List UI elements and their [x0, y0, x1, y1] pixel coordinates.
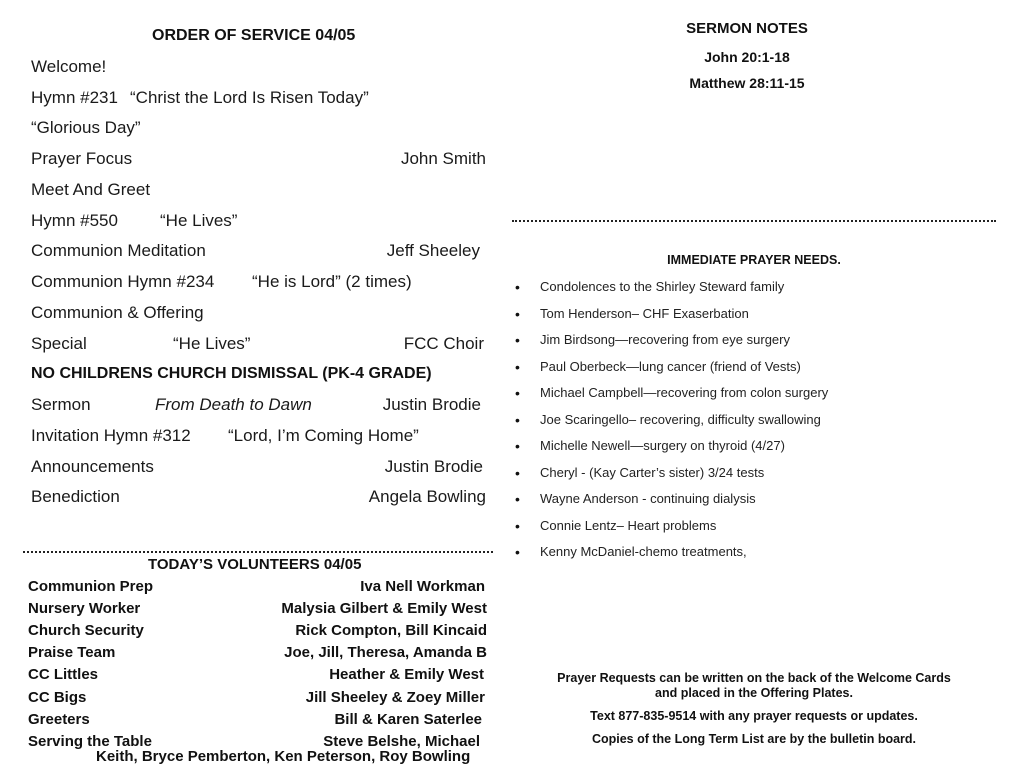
prayer-need-item: • Paul Oberbeck—lung cancer (friend of Vests) — [514, 355, 828, 382]
serving-the-table-names-cont: Keith, Bryce Pemberton, Ken Peterson, Roy Bowling — [96, 748, 471, 765]
volunteer-role: Greeters — [28, 711, 90, 728]
invitation-hymn-label: Invitation Hymn #312 — [31, 426, 191, 445]
volunteer-names: Iva Nell Workman — [360, 578, 485, 595]
sermon-title: From Death to Dawn — [155, 395, 312, 414]
prayer-needs-divider — [512, 220, 996, 222]
prayer-need-item: • Wayne Anderson - continuing dialysis — [514, 487, 828, 514]
volunteer-role: Nursery Worker — [28, 600, 141, 617]
scripture-ref-matthew: Matthew 28:11-15 — [689, 75, 805, 91]
sermon-person: Justin Brodie — [382, 395, 481, 414]
communion-meditation-person: Jeff Sheeley — [386, 241, 480, 260]
volunteer-names: Joe, Jill, Theresa, Amanda B — [284, 644, 487, 661]
prayer-needs-list — [514, 275, 828, 567]
volunteer-role: Church Security — [28, 622, 144, 639]
volunteer-names: Jill Sheeley & Zoey Miller — [305, 689, 485, 706]
glorious-day-item: “Glorious Day” — [31, 118, 141, 137]
prayer-need-item: • Tom Henderson– CHF Exaserbation — [514, 302, 828, 329]
welcome-item: Welcome! — [31, 57, 107, 76]
volunteer-role: CC Bigs — [28, 689, 87, 706]
no-childrens-church-notice: NO CHILDRENS CHURCH DISMISSAL (PK-4 GRADE) — [31, 365, 432, 382]
text-line-note: Text 877-835-9514 with any prayer requests or updates. — [590, 709, 918, 723]
communion-hymn-label: Communion Hymn #234 — [31, 272, 215, 291]
long-term-list-note: Copies of the Long Term List are by the bulletin board. — [591, 732, 917, 746]
prayer-focus-label: Prayer Focus — [31, 149, 133, 168]
communion-hymn-song: “He is Lord” (2 times) — [252, 272, 412, 291]
volunteer-names: Rick Compton, Bill Kincaid — [295, 622, 487, 639]
prayer-need-item: • Kenny McDaniel-chemo treatments, — [514, 540, 828, 567]
prayer-requests-note-line2: and placed in the Offering Plates. — [655, 686, 853, 700]
hymn-550-label: Hymn #550 — [31, 211, 118, 230]
volunteer-role: Serving the Table — [28, 733, 152, 750]
order-of-service-title: ORDER OF SERVICE 04/05 — [152, 27, 356, 44]
prayer-need-item: • Condolences to the Shirley Steward family — [514, 275, 828, 302]
prayer-need-item: • Cheryl - (Kay Carter’s sister) 3/24 tests — [514, 461, 828, 488]
sermon-label: Sermon — [31, 395, 91, 414]
meet-and-greet-item: Meet And Greet — [31, 180, 151, 199]
prayer-need-item: • Jim Birdsong—recovering from eye surgery — [514, 328, 828, 355]
communion-meditation-label: Communion Meditation — [31, 241, 206, 260]
volunteer-names: Malysia Gilbert & Emily West — [281, 600, 487, 617]
hymn-550-song: “He Lives” — [160, 211, 238, 230]
volunteer-role: Communion Prep — [28, 578, 154, 595]
prayer-need-item: • Michelle Newell—surgery on thyroid (4/27) — [514, 434, 828, 461]
special-song: “He Lives” — [173, 334, 251, 353]
volunteer-names: Bill & Karen Saterlee — [334, 711, 482, 728]
special-person: FCC Choir — [403, 334, 484, 353]
prayer-need-item: • Joe Scaringello– recovering, difficulty swallowing — [514, 408, 828, 435]
benediction-label: Benediction — [31, 487, 120, 506]
scripture-ref-john: John 20:1-18 — [704, 49, 790, 65]
hymn-231-song: “Christ the Lord Is Risen Today” — [130, 88, 369, 107]
prayer-requests-note-line1: Prayer Requests can be written on the back of the Welcome Cards — [557, 671, 951, 685]
volunteers-divider — [23, 551, 493, 553]
benediction-person: Angela Bowling — [368, 487, 486, 506]
prayer-need-item: • Connie Lentz– Heart problems — [514, 514, 828, 541]
prayer-focus-person: John Smith — [400, 149, 486, 168]
volunteer-role: CC Littles — [28, 666, 99, 683]
announcements-person: Justin Brodie — [384, 457, 483, 476]
prayer-need-item: • Michael Campbell—recovering from colon surgery — [514, 381, 828, 408]
hymn-231-label: Hymn #231 — [31, 88, 118, 107]
announcements-label: Announcements — [31, 457, 154, 476]
volunteer-names: Steve Belshe, Michael — [323, 733, 480, 750]
prayer-needs-title: IMMEDIATE PRAYER NEEDS. — [667, 253, 841, 267]
communion-offering-item: Communion & Offering — [31, 303, 204, 322]
sermon-notes-title: SERMON NOTES — [686, 20, 808, 37]
volunteer-names: Heather & Emily West — [329, 666, 484, 683]
special-label: Special — [31, 334, 87, 353]
volunteers-title: TODAY’S VOLUNTEERS 04/05 — [148, 556, 362, 573]
invitation-hymn-song: “Lord, I’m Coming Home” — [228, 426, 419, 445]
volunteer-role: Praise Team — [28, 644, 116, 661]
